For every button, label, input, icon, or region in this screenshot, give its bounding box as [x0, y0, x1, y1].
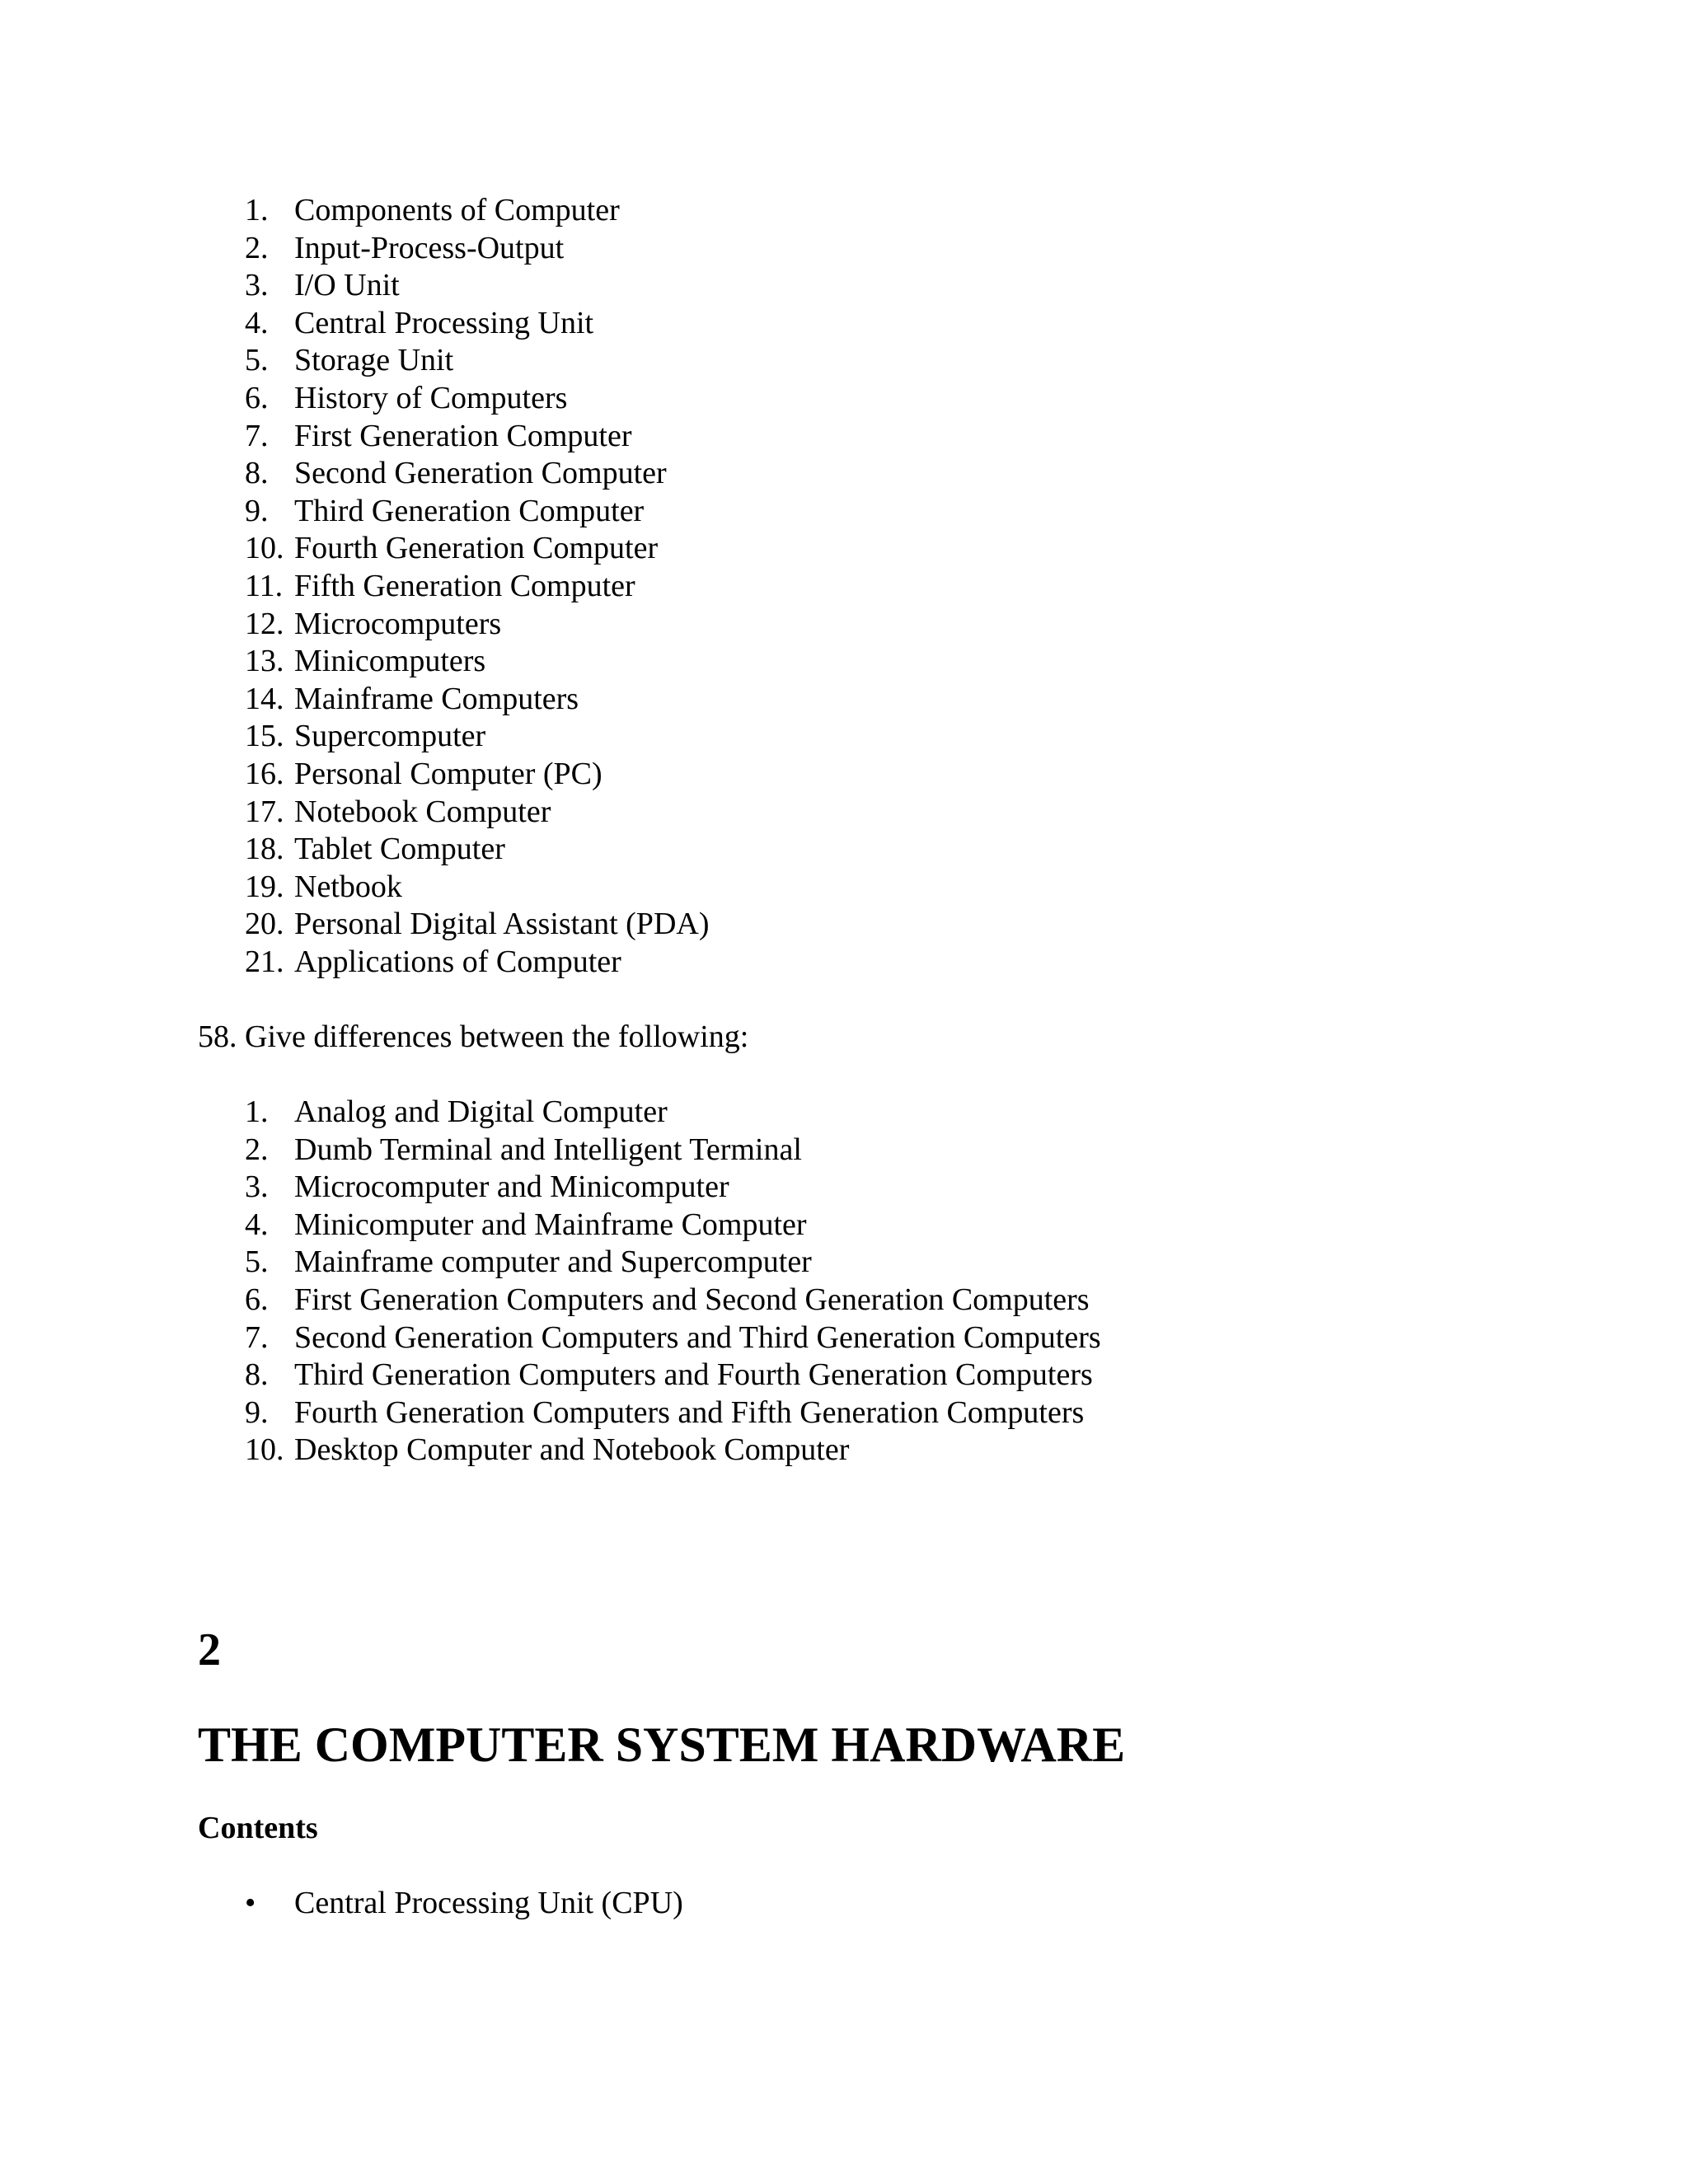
- list-item-text: Netbook: [294, 869, 402, 904]
- list-item-text: Storage Unit: [294, 343, 454, 378]
- list-item-number: 11.: [245, 568, 284, 603]
- list-item-text: Tablet Computer: [294, 832, 505, 867]
- list-item-number: 13.: [245, 644, 284, 679]
- list-item-text: History of Computers: [294, 380, 568, 415]
- list-item: [198, 1357, 1101, 1394]
- contents-list: [198, 1885, 683, 1923]
- list-item: [198, 1244, 1101, 1282]
- list-item: [198, 1319, 1101, 1357]
- list-item-number: 7.: [245, 418, 269, 453]
- list-item: [198, 267, 709, 305]
- list-item-number: 21.: [245, 944, 284, 979]
- list-item-text: Dumb Terminal and Intelligent Terminal: [294, 1132, 802, 1167]
- list-item: [198, 1885, 683, 1923]
- list-item: [198, 869, 709, 907]
- list-item-text: Microcomputers: [294, 606, 502, 641]
- list-item-text: Second Generation Computer: [294, 456, 667, 491]
- list-item-number: 8.: [245, 456, 269, 491]
- list-item-number: 15.: [245, 719, 284, 754]
- list-item-number: 4.: [245, 305, 269, 340]
- list-item-text: Applications of Computer: [294, 944, 621, 979]
- chapter-number: 2: [198, 1624, 221, 1675]
- list-item: [198, 606, 709, 644]
- list-item-text: Notebook Computer: [294, 794, 551, 829]
- list-item: [198, 1169, 1101, 1207]
- list-item-number: 18.: [245, 832, 284, 867]
- list-item: [198, 756, 709, 794]
- list-item-number: 3.: [245, 1169, 269, 1205]
- list-item-text: Components of Computer: [294, 193, 620, 227]
- list-item-number: 7.: [245, 1319, 269, 1355]
- chapter-title: THE COMPUTER SYSTEM HARDWARE: [198, 1718, 1126, 1772]
- question-58: 58. Give differences between the following:: [198, 1019, 749, 1054]
- list-item: [198, 1394, 1101, 1432]
- list-item-text: Fourth Generation Computer: [294, 531, 659, 566]
- list-item: [198, 418, 709, 456]
- list-item-number: 12.: [245, 606, 284, 641]
- list-item-text: Supercomputer: [294, 719, 486, 754]
- list-item-text: Third Generation Computer: [294, 493, 645, 528]
- list-item-text: First Generation Computer: [294, 418, 632, 453]
- list-item: [198, 305, 709, 343]
- list-item: [198, 1132, 1101, 1169]
- list-item: [198, 906, 709, 944]
- list-item-number: 2.: [245, 230, 269, 265]
- list-item-number: 5.: [245, 1244, 269, 1280]
- list-item: [198, 455, 709, 493]
- list-item-number: 9.: [245, 493, 269, 528]
- list-item-number: 1.: [245, 193, 269, 227]
- list-item: [198, 1282, 1101, 1319]
- list-item-text: Mainframe computer and Supercomputer: [294, 1244, 812, 1280]
- list-item-text: Third Generation Computers and Fourth Generation Computers: [294, 1357, 1093, 1393]
- list-item: [198, 342, 709, 380]
- list-item-number: 20.: [245, 907, 284, 942]
- list-item-text: Central Processing Unit: [294, 305, 594, 340]
- list-item: [198, 643, 709, 681]
- topics-list: [198, 192, 709, 981]
- list-item-text: Fourth Generation Computers and Fifth Generation Computers: [294, 1394, 1085, 1430]
- list-item-number: 14.: [245, 681, 284, 716]
- list-item-text: Fifth Generation Computer: [294, 568, 635, 603]
- list-item-text: Personal Digital Assistant (PDA): [294, 907, 710, 942]
- list-item-text: Minicomputer and Mainframe Computer: [294, 1207, 807, 1242]
- list-item: [198, 568, 709, 606]
- list-item-number: 6.: [245, 380, 269, 415]
- list-item: [198, 230, 709, 268]
- list-item-text: Mainframe Computers: [294, 681, 579, 716]
- list-item: [198, 794, 709, 832]
- list-item-text: Personal Computer (PC): [294, 756, 603, 791]
- list-item-text: Second Generation Computers and Third Generation Computers: [294, 1319, 1101, 1355]
- list-item-number: 17.: [245, 794, 284, 829]
- list-item-number: 2.: [245, 1132, 269, 1167]
- list-item-number: 3.: [245, 268, 269, 303]
- list-item: [198, 718, 709, 756]
- list-item-text: Analog and Digital Computer: [294, 1094, 668, 1129]
- list-item: [198, 1207, 1101, 1244]
- list-item-number: 5.: [245, 343, 269, 378]
- contents-heading: Contents: [198, 1811, 318, 1845]
- list-item-text: Minicomputers: [294, 644, 486, 679]
- list-item-number: 10.: [245, 1432, 284, 1468]
- list-item-number: 10.: [245, 531, 284, 566]
- list-item-text: Desktop Computer and Notebook Computer: [294, 1432, 850, 1468]
- list-item-number: 16.: [245, 756, 284, 791]
- list-item: [198, 493, 709, 531]
- list-item: [198, 1432, 1101, 1469]
- list-item: [198, 831, 709, 869]
- list-item: [198, 530, 709, 568]
- list-item-text: Microcomputer and Minicomputer: [294, 1169, 729, 1205]
- list-item-number: 4.: [245, 1207, 269, 1242]
- list-item-number: 8.: [245, 1357, 269, 1393]
- bullet-icon: •: [245, 1886, 256, 1920]
- list-item-number: 9.: [245, 1394, 269, 1430]
- list-item: [198, 944, 709, 982]
- list-item-number: 6.: [245, 1282, 269, 1317]
- list-item: [198, 681, 709, 719]
- list-item-text: Input-Process-Output: [294, 230, 565, 265]
- list-item-text: I/O Unit: [294, 268, 400, 303]
- differences-list: [198, 1094, 1101, 1469]
- list-item: [198, 192, 709, 230]
- list-item-text: First Generation Computers and Second Generation Computers: [294, 1282, 1090, 1317]
- list-item-number: 19.: [245, 869, 284, 904]
- list-item-number: 1.: [245, 1094, 269, 1129]
- list-item-text: Central Processing Unit (CPU): [294, 1886, 683, 1920]
- list-item: [198, 1094, 1101, 1132]
- list-item: [198, 380, 709, 418]
